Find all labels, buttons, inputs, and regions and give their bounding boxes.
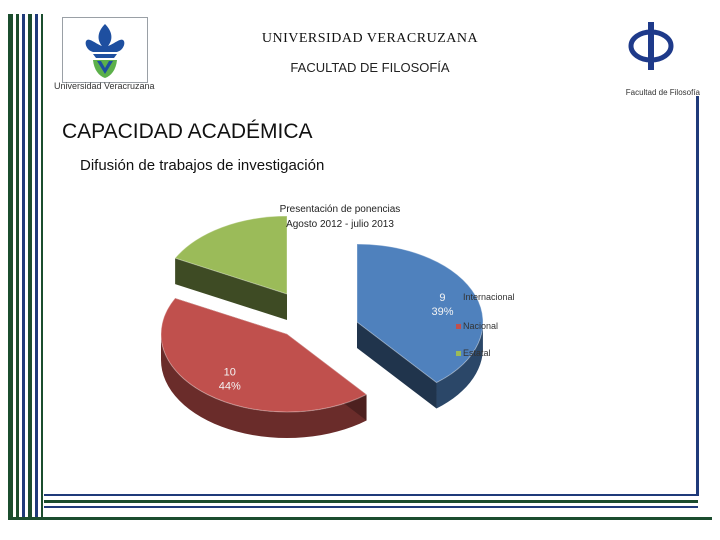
data-label-value-internacional: 9: [439, 292, 446, 305]
legend-swatch-nacional: [456, 324, 461, 329]
data-label-percent-internacional: 39%: [431, 306, 454, 319]
legend-swatch-estatal: [456, 351, 461, 356]
section-title: CAPACIDAD ACADÉMICA: [62, 120, 313, 143]
legend-item-estatal: [456, 348, 491, 358]
faculty-logo-caption: Facultad de Filosofía: [625, 88, 700, 97]
legend-label-internacional: Internacional: [463, 292, 515, 302]
legend-label-nacional: Nacional: [463, 321, 499, 331]
chart-title-line-1: Presentación de ponencias: [279, 204, 401, 215]
legend-swatch-internacional: [456, 295, 461, 300]
legend-item-nacional: [456, 321, 498, 331]
data-label-value-nacional: 10: [223, 366, 236, 379]
uv-logo-caption: Universidad Veracruzana: [54, 81, 155, 91]
university-name: UNIVERSIDAD VERACRUZANA: [261, 31, 479, 46]
subsection-title: Difusión de trabajos de investigación: [80, 157, 325, 174]
data-label-percent-nacional: 44%: [218, 380, 241, 393]
legend-item-internacional: [456, 292, 515, 302]
chart-title-line-2: Agosto 2012 - julio 2013: [286, 219, 394, 230]
faculty-name: FACULTAD DE FILOSOFÍA: [290, 60, 450, 75]
legend-label-estatal: Estatal: [463, 348, 491, 358]
